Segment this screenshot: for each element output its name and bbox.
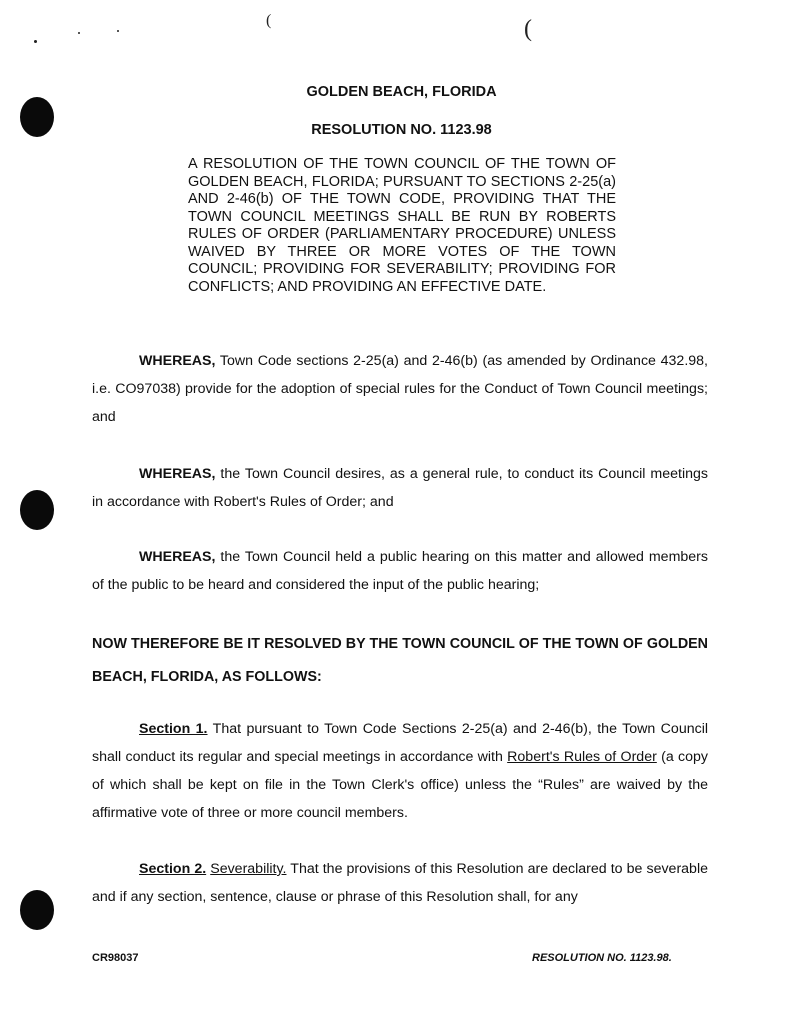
section-1-label: Section 1. — [139, 721, 208, 737]
resolution-number-heading: RESOLUTION NO. 1123.98 — [311, 122, 492, 138]
whereas-text: the Town Council desires, as a general rule, to conduct its Council meetings in accordance with Robert's Rules of Order; and — [92, 466, 708, 510]
whereas-clause-1 — [92, 347, 708, 431]
punch-hole-middle — [20, 490, 54, 530]
whereas-text: the Town Council held a public hearing on this matter and allowed members of the public to be heard and considered the input of the public hearing; — [92, 549, 708, 593]
section-2 — [92, 855, 708, 911]
resolution-abstract: A RESOLUTION OF THE TOWN COUNCIL OF THE TOWN OF GOLDEN BEACH, FLORIDA; PURSUANT TO SECTIONS 2-25(a) AND 2-46(b) OF THE TOWN CODE, PROVIDING THAT THE TOWN COUNCIL MEETINGS SHALL BE RUN BY ROBERTS RULES OF ORDER (PARLIAMENTARY PROCEDURE) UNLESS WAIVED BY THREE OR MORE VOTES OF THE TOWN COUNCIL; PROVIDING FOR SEVERABILITY; PROVIDING FOR CONFLICTS; AND PROVIDING AN EFFECTIVE DATE. — [188, 156, 616, 295]
resolved-clause: NOW THEREFORE BE IT RESOLVED BY THE TOWN COUNCIL OF THE TOWN OF GOLDEN BEACH, FLORIDA, AS FOLLOWS: — [92, 636, 708, 685]
punch-hole-bottom — [20, 890, 54, 930]
scan-mark: ( — [266, 12, 272, 29]
whereas-label: WHEREAS, — [139, 353, 216, 369]
whereas-clause-3 — [92, 543, 708, 599]
section-2-text: That the provisions of this Resolution are declared to be severable and if any section, sentence, clause or phrase of this Resolution shall, for any — [92, 861, 708, 905]
section-1-text-a: That pursuant to Town Code Sections 2-25(a) and 2-46(b), the Town Council shall conduct its regular and special meetings in accordance with — [92, 721, 708, 765]
section-2-label: Section 2. — [139, 861, 207, 877]
scan-speck — [34, 40, 37, 43]
scan-speck — [78, 32, 80, 34]
whereas-clause-2 — [92, 460, 708, 516]
whereas-text: Town Code sections 2-25(a) and 2-46(b) (as amended by Ordinance 432.98, i.e. CO97038) provide for the adoption of special rules for the Conduct of Town Council meetings; and — [92, 353, 708, 425]
whereas-label: WHEREAS, — [139, 466, 216, 482]
section-1 — [92, 715, 708, 827]
document-town-heading: GOLDEN BEACH, FLORIDA — [306, 84, 497, 100]
scan-speck — [117, 30, 119, 32]
whereas-label: WHEREAS, — [139, 549, 216, 565]
section-1-text-b: (a copy of which shall be kept on file in the Town Clerk's office) unless the “Rules” are waived by the affirmative vote of three or more council members. — [92, 749, 708, 821]
footer-resolution-number: RESOLUTION NO. 1123.98. — [532, 952, 672, 964]
section-2-subtitle: Severability. — [210, 861, 287, 877]
scan-mark: ( — [524, 16, 532, 42]
roberts-rules-reference: Robert's Rules of Order — [507, 749, 657, 765]
footer-document-code: CR98037 — [92, 952, 139, 964]
